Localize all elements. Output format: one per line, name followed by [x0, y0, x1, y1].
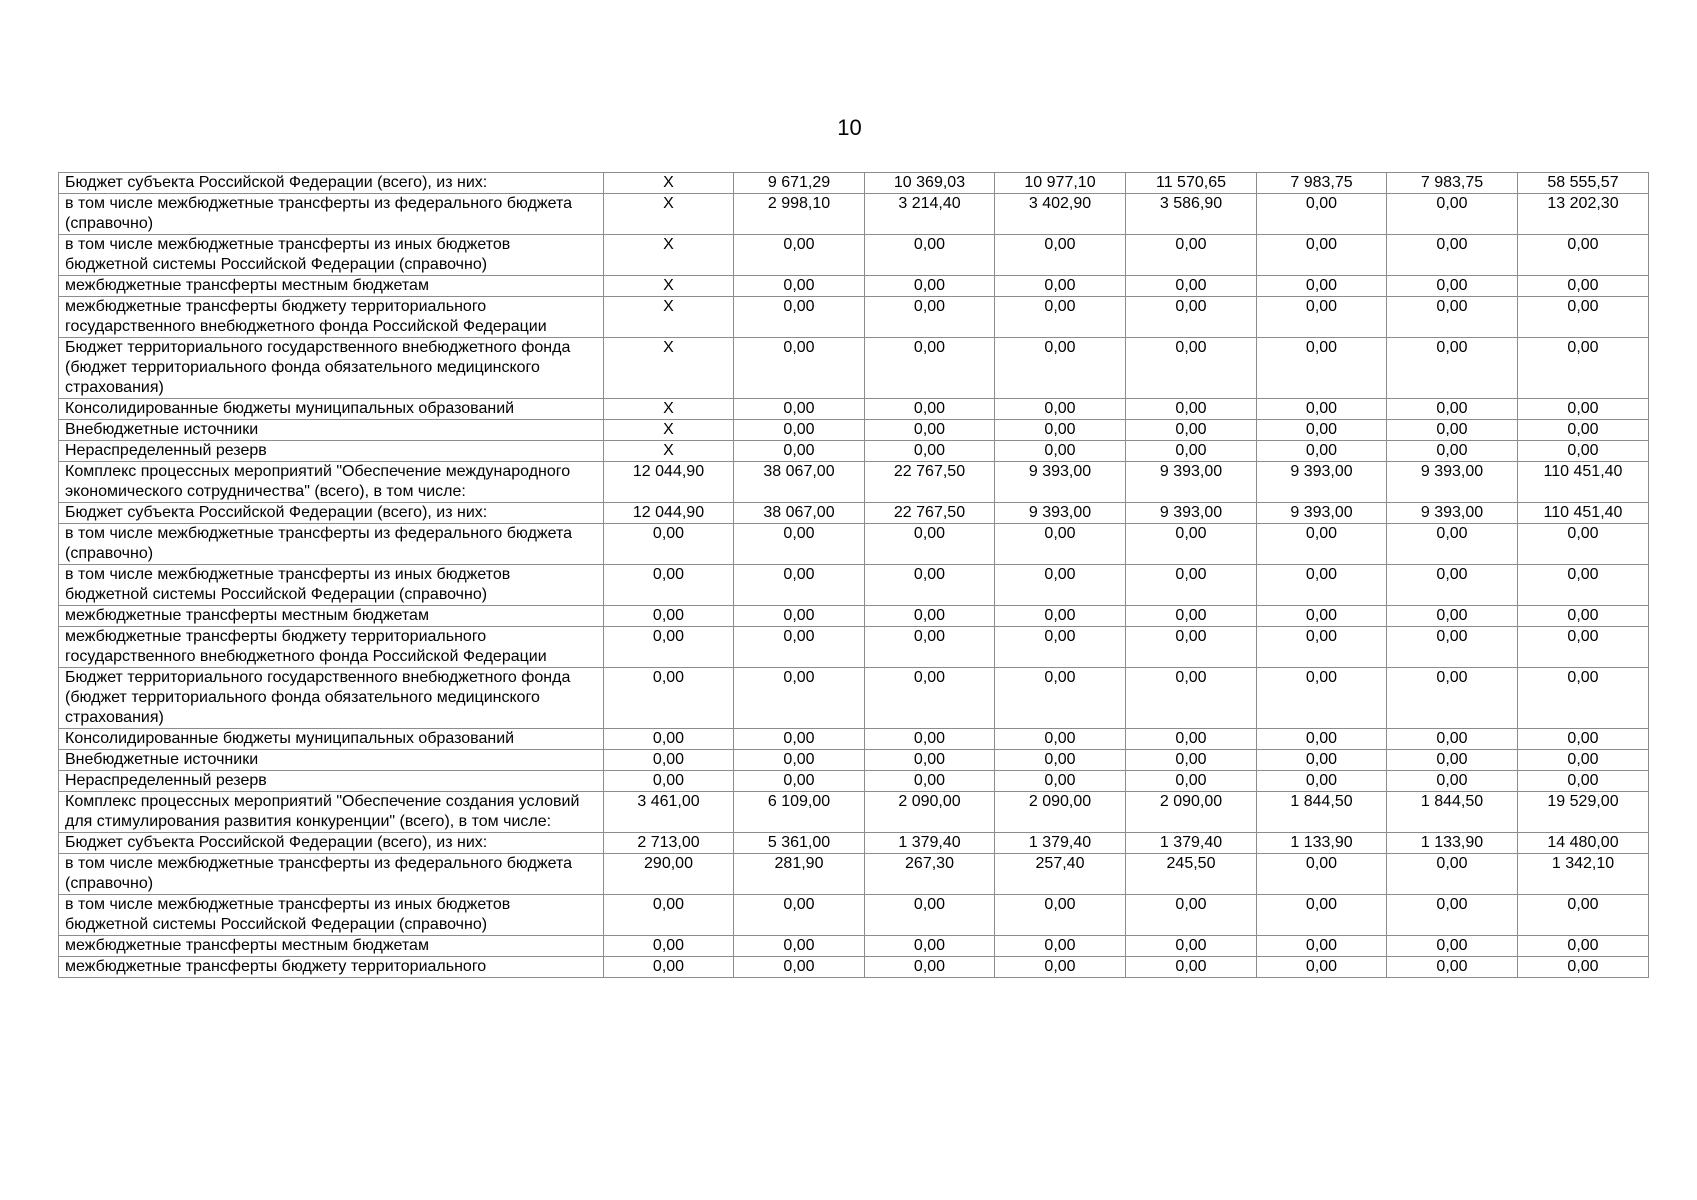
value-cell: 281,90 — [734, 854, 865, 895]
value-cell: 0,00 — [1126, 895, 1257, 936]
value-cell: 0,00 — [1126, 668, 1257, 729]
value-cell: 7 983,75 — [1257, 173, 1387, 194]
value-cell: 0,00 — [734, 524, 865, 565]
value-cell: 0,00 — [734, 668, 865, 729]
value-cell: 58 555,57 — [1518, 173, 1649, 194]
value-cell: 0,00 — [1126, 729, 1257, 750]
value-cell: 1 379,40 — [995, 833, 1126, 854]
row-label: Нераспределенный резерв — [59, 771, 604, 792]
value-cell: 0,00 — [865, 441, 995, 462]
value-cell: 0,00 — [1387, 854, 1518, 895]
value-cell: X — [604, 441, 734, 462]
table-row — [59, 235, 1649, 276]
row-label: межбюджетные трансферты местным бюджетам — [59, 276, 604, 297]
value-cell: 0,00 — [1518, 276, 1649, 297]
value-cell: 1 342,10 — [1518, 854, 1649, 895]
value-cell: 1 844,50 — [1387, 792, 1518, 833]
row-label: в том числе межбюджетные трансферты из федерального бюджета (справочно) — [59, 194, 604, 235]
value-cell: 14 480,00 — [1518, 833, 1649, 854]
table-row — [59, 771, 1649, 792]
value-cell: 0,00 — [995, 668, 1126, 729]
value-cell: 0,00 — [865, 771, 995, 792]
value-cell: 12 044,90 — [604, 503, 734, 524]
row-label: Комплекс процессных мероприятий "Обеспечение создания условий для стимулирования развития конкуренции" (всего), в том числе: — [59, 792, 604, 833]
value-cell: 0,00 — [865, 338, 995, 399]
value-cell: 6 109,00 — [734, 792, 865, 833]
value-cell: 0,00 — [1387, 771, 1518, 792]
value-cell: 9 393,00 — [1257, 503, 1387, 524]
value-cell: 110 451,40 — [1518, 503, 1649, 524]
value-cell: 0,00 — [1518, 235, 1649, 276]
value-cell: 0,00 — [995, 524, 1126, 565]
value-cell: 0,00 — [604, 668, 734, 729]
value-cell: 0,00 — [1257, 565, 1387, 606]
table-row — [59, 441, 1649, 462]
value-cell: 290,00 — [604, 854, 734, 895]
value-cell: 1 379,40 — [1126, 833, 1257, 854]
value-cell: 0,00 — [734, 936, 865, 957]
table-row — [59, 297, 1649, 338]
value-cell: 267,30 — [865, 854, 995, 895]
value-cell: 0,00 — [995, 750, 1126, 771]
value-cell: 0,00 — [1387, 524, 1518, 565]
value-cell: 3 402,90 — [995, 194, 1126, 235]
value-cell: 0,00 — [1257, 854, 1387, 895]
value-cell: 0,00 — [995, 936, 1126, 957]
row-label: Бюджет территориального государственного внебюджетного фонда (бюджет территориального фонда обязательного медицинского страхования) — [59, 668, 604, 729]
value-cell: 10 369,03 — [865, 173, 995, 194]
value-cell: 0,00 — [734, 957, 865, 978]
value-cell: X — [604, 173, 734, 194]
value-cell: 0,00 — [1126, 399, 1257, 420]
value-cell: 2 090,00 — [995, 792, 1126, 833]
value-cell: 0,00 — [865, 235, 995, 276]
value-cell: 38 067,00 — [734, 462, 865, 503]
value-cell: 0,00 — [1387, 338, 1518, 399]
value-cell: 0,00 — [995, 729, 1126, 750]
value-cell: 2 090,00 — [1126, 792, 1257, 833]
value-cell: 0,00 — [1518, 606, 1649, 627]
value-cell: 0,00 — [604, 936, 734, 957]
value-cell: 0,00 — [1126, 565, 1257, 606]
value-cell: 19 529,00 — [1518, 792, 1649, 833]
value-cell: 0,00 — [1257, 668, 1387, 729]
value-cell: 22 767,50 — [865, 503, 995, 524]
table-row — [59, 833, 1649, 854]
value-cell: 2 998,10 — [734, 194, 865, 235]
value-cell: 0,00 — [1387, 194, 1518, 235]
value-cell: 0,00 — [734, 750, 865, 771]
value-cell: 1 844,50 — [1257, 792, 1387, 833]
value-cell: 1 133,90 — [1257, 833, 1387, 854]
value-cell: 110 451,40 — [1518, 462, 1649, 503]
value-cell: 22 767,50 — [865, 462, 995, 503]
table-row — [59, 565, 1649, 606]
value-cell: 0,00 — [995, 276, 1126, 297]
value-cell: 0,00 — [865, 399, 995, 420]
row-label: Комплекс процессных мероприятий "Обеспечение международного экономического сотрудничества" (всего), в том числе: — [59, 462, 604, 503]
value-cell: 9 393,00 — [1257, 462, 1387, 503]
value-cell: 0,00 — [865, 565, 995, 606]
value-cell: 0,00 — [1518, 524, 1649, 565]
value-cell: 0,00 — [995, 895, 1126, 936]
value-cell: 0,00 — [1518, 957, 1649, 978]
value-cell: 0,00 — [604, 957, 734, 978]
value-cell: 0,00 — [1518, 565, 1649, 606]
value-cell: 0,00 — [995, 420, 1126, 441]
value-cell: 0,00 — [1126, 606, 1257, 627]
row-label: межбюджетные трансферты бюджету территориального государственного внебюджетного фонда Российской Федерации — [59, 297, 604, 338]
value-cell: 1 379,40 — [865, 833, 995, 854]
table-row — [59, 668, 1649, 729]
row-label: Бюджет территориального государственного внебюджетного фонда (бюджет территориального фонда обязательного медицинского страхования) — [59, 338, 604, 399]
value-cell: 245,50 — [1126, 854, 1257, 895]
value-cell: 0,00 — [865, 957, 995, 978]
value-cell: 0,00 — [1387, 627, 1518, 668]
table-row — [59, 854, 1649, 895]
value-cell: 0,00 — [1387, 297, 1518, 338]
value-cell: 0,00 — [1126, 627, 1257, 668]
value-cell: 0,00 — [1518, 338, 1649, 399]
row-label: Бюджет субъекта Российской Федерации (всего), из них: — [59, 833, 604, 854]
page-number: 10 — [837, 115, 862, 140]
value-cell: 0,00 — [1518, 750, 1649, 771]
value-cell: X — [604, 235, 734, 276]
value-cell: 38 067,00 — [734, 503, 865, 524]
value-cell: 0,00 — [604, 627, 734, 668]
value-cell: 0,00 — [734, 338, 865, 399]
value-cell: 0,00 — [1257, 771, 1387, 792]
value-cell: 0,00 — [1387, 606, 1518, 627]
value-cell: 0,00 — [1126, 420, 1257, 441]
value-cell: 0,00 — [865, 668, 995, 729]
value-cell: 0,00 — [865, 524, 995, 565]
value-cell: 3 461,00 — [604, 792, 734, 833]
value-cell: 0,00 — [1257, 729, 1387, 750]
value-cell: 0,00 — [1257, 338, 1387, 399]
value-cell: 7 983,75 — [1387, 173, 1518, 194]
value-cell: 13 202,30 — [1518, 194, 1649, 235]
value-cell: 0,00 — [734, 235, 865, 276]
value-cell: 0,00 — [1387, 936, 1518, 957]
row-label: Нераспределенный резерв — [59, 441, 604, 462]
value-cell: 12 044,90 — [604, 462, 734, 503]
value-cell: 0,00 — [604, 524, 734, 565]
value-cell: 0,00 — [995, 606, 1126, 627]
row-label: Консолидированные бюджеты муниципальных образований — [59, 729, 604, 750]
value-cell: 0,00 — [1387, 235, 1518, 276]
value-cell: 0,00 — [995, 565, 1126, 606]
value-cell: 0,00 — [995, 297, 1126, 338]
value-cell: 0,00 — [1518, 936, 1649, 957]
value-cell: 0,00 — [865, 297, 995, 338]
value-cell: 0,00 — [734, 606, 865, 627]
table-row — [59, 173, 1649, 194]
value-cell: 0,00 — [1387, 441, 1518, 462]
value-cell: 0,00 — [1257, 895, 1387, 936]
value-cell: 0,00 — [1257, 441, 1387, 462]
value-cell: 9 393,00 — [1387, 462, 1518, 503]
row-label: в том числе межбюджетные трансферты из федерального бюджета (справочно) — [59, 854, 604, 895]
value-cell: X — [604, 194, 734, 235]
value-cell: 0,00 — [1518, 399, 1649, 420]
value-cell: 0,00 — [1126, 750, 1257, 771]
table-row — [59, 338, 1649, 399]
value-cell: 0,00 — [995, 235, 1126, 276]
value-cell: X — [604, 297, 734, 338]
value-cell: 0,00 — [604, 729, 734, 750]
table-row — [59, 399, 1649, 420]
value-cell: 0,00 — [865, 750, 995, 771]
value-cell: 0,00 — [1518, 297, 1649, 338]
row-label: в том числе межбюджетные трансферты из иных бюджетов бюджетной системы Российской Федерации (справочно) — [59, 235, 604, 276]
row-label: Бюджет субъекта Российской Федерации (всего), из них: — [59, 173, 604, 194]
table-row — [59, 420, 1649, 441]
row-label: межбюджетные трансферты бюджету территориального государственного внебюджетного фонда Российской Федерации — [59, 627, 604, 668]
value-cell: 0,00 — [1126, 235, 1257, 276]
value-cell: 0,00 — [1257, 297, 1387, 338]
value-cell: 0,00 — [1387, 729, 1518, 750]
value-cell: 0,00 — [604, 895, 734, 936]
value-cell: 0,00 — [1518, 441, 1649, 462]
value-cell: 1 133,90 — [1387, 833, 1518, 854]
value-cell: 0,00 — [1126, 276, 1257, 297]
table-row — [59, 194, 1649, 235]
table-row — [59, 792, 1649, 833]
value-cell: 0,00 — [1257, 606, 1387, 627]
table-row — [59, 524, 1649, 565]
value-cell: 0,00 — [1257, 194, 1387, 235]
value-cell: 0,00 — [1387, 895, 1518, 936]
value-cell: 0,00 — [1257, 524, 1387, 565]
value-cell: 3 586,90 — [1126, 194, 1257, 235]
row-label: Консолидированные бюджеты муниципальных образований — [59, 399, 604, 420]
value-cell: 0,00 — [734, 399, 865, 420]
table-row — [59, 936, 1649, 957]
value-cell: 0,00 — [1518, 895, 1649, 936]
value-cell: 0,00 — [865, 420, 995, 441]
value-cell: 9 393,00 — [995, 462, 1126, 503]
value-cell: 0,00 — [734, 895, 865, 936]
value-cell: 0,00 — [1126, 524, 1257, 565]
value-cell: 0,00 — [1257, 627, 1387, 668]
value-cell: 11 570,65 — [1126, 173, 1257, 194]
value-cell: 0,00 — [1257, 276, 1387, 297]
value-cell: 0,00 — [865, 627, 995, 668]
table-row — [59, 462, 1649, 503]
table-row — [59, 729, 1649, 750]
value-cell: 0,00 — [1387, 565, 1518, 606]
table-row — [59, 627, 1649, 668]
value-cell: 2 090,00 — [865, 792, 995, 833]
table-row — [59, 276, 1649, 297]
row-label: межбюджетные трансферты бюджету территориального — [59, 957, 604, 978]
value-cell: 0,00 — [1257, 420, 1387, 441]
value-cell: 0,00 — [1126, 338, 1257, 399]
value-cell: 0,00 — [1126, 936, 1257, 957]
value-cell: 0,00 — [1518, 627, 1649, 668]
value-cell: 9 393,00 — [1126, 462, 1257, 503]
value-cell: 0,00 — [734, 565, 865, 606]
value-cell: 9 393,00 — [1387, 503, 1518, 524]
value-cell: 0,00 — [1387, 957, 1518, 978]
row-label: в том числе межбюджетные трансферты из иных бюджетов бюджетной системы Российской Федерации (справочно) — [59, 565, 604, 606]
value-cell: 9 671,29 — [734, 173, 865, 194]
value-cell: X — [604, 399, 734, 420]
value-cell: 0,00 — [995, 771, 1126, 792]
value-cell: 0,00 — [1387, 399, 1518, 420]
value-cell: X — [604, 338, 734, 399]
value-cell: 0,00 — [734, 276, 865, 297]
value-cell: 0,00 — [995, 441, 1126, 462]
value-cell: 0,00 — [734, 771, 865, 792]
value-cell: 0,00 — [1257, 957, 1387, 978]
table-row — [59, 503, 1649, 524]
value-cell: 0,00 — [1518, 771, 1649, 792]
value-cell: 3 214,40 — [865, 194, 995, 235]
value-cell: 0,00 — [604, 750, 734, 771]
value-cell: 0,00 — [1387, 420, 1518, 441]
value-cell: X — [604, 276, 734, 297]
value-cell: 0,00 — [1257, 235, 1387, 276]
value-cell: 0,00 — [865, 276, 995, 297]
value-cell: 0,00 — [1518, 420, 1649, 441]
value-cell: 0,00 — [734, 627, 865, 668]
value-cell: 0,00 — [734, 420, 865, 441]
value-cell: 0,00 — [1126, 297, 1257, 338]
value-cell: 5 361,00 — [734, 833, 865, 854]
value-cell: 0,00 — [604, 771, 734, 792]
value-cell: 0,00 — [995, 957, 1126, 978]
value-cell: 0,00 — [1257, 936, 1387, 957]
value-cell: 2 713,00 — [604, 833, 734, 854]
value-cell: 0,00 — [865, 729, 995, 750]
table-body — [59, 173, 1649, 978]
value-cell: 0,00 — [1387, 750, 1518, 771]
value-cell: 0,00 — [604, 606, 734, 627]
value-cell: 0,00 — [1126, 771, 1257, 792]
table-row — [59, 606, 1649, 627]
value-cell: 0,00 — [1126, 957, 1257, 978]
value-cell: 0,00 — [734, 729, 865, 750]
value-cell: 9 393,00 — [995, 503, 1126, 524]
value-cell: 10 977,10 — [995, 173, 1126, 194]
value-cell: 0,00 — [1518, 729, 1649, 750]
value-cell: 0,00 — [604, 565, 734, 606]
value-cell: 0,00 — [734, 297, 865, 338]
row-label: межбюджетные трансферты местным бюджетам — [59, 936, 604, 957]
value-cell: 0,00 — [865, 936, 995, 957]
value-cell: 0,00 — [865, 606, 995, 627]
row-label: Внебюджетные источники — [59, 420, 604, 441]
value-cell: 0,00 — [995, 627, 1126, 668]
row-label: межбюджетные трансферты местным бюджетам — [59, 606, 604, 627]
row-label: в том числе межбюджетные трансферты из иных бюджетов бюджетной системы Российской Федерации (справочно) — [59, 895, 604, 936]
value-cell: 0,00 — [1518, 668, 1649, 729]
budget-table — [58, 172, 1649, 978]
value-cell: 0,00 — [1387, 276, 1518, 297]
row-label: Внебюджетные источники — [59, 750, 604, 771]
value-cell: 0,00 — [1387, 668, 1518, 729]
value-cell: X — [604, 420, 734, 441]
value-cell: 257,40 — [995, 854, 1126, 895]
value-cell: 0,00 — [1126, 441, 1257, 462]
table-row — [59, 750, 1649, 771]
value-cell: 0,00 — [865, 895, 995, 936]
table-row — [59, 957, 1649, 978]
value-cell: 0,00 — [995, 399, 1126, 420]
value-cell: 9 393,00 — [1126, 503, 1257, 524]
value-cell: 0,00 — [1257, 399, 1387, 420]
value-cell: 0,00 — [1257, 750, 1387, 771]
row-label: в том числе межбюджетные трансферты из федерального бюджета (справочно) — [59, 524, 604, 565]
value-cell: 0,00 — [995, 338, 1126, 399]
row-label: Бюджет субъекта Российской Федерации (всего), из них: — [59, 503, 604, 524]
table-row — [59, 895, 1649, 936]
value-cell: 0,00 — [734, 441, 865, 462]
